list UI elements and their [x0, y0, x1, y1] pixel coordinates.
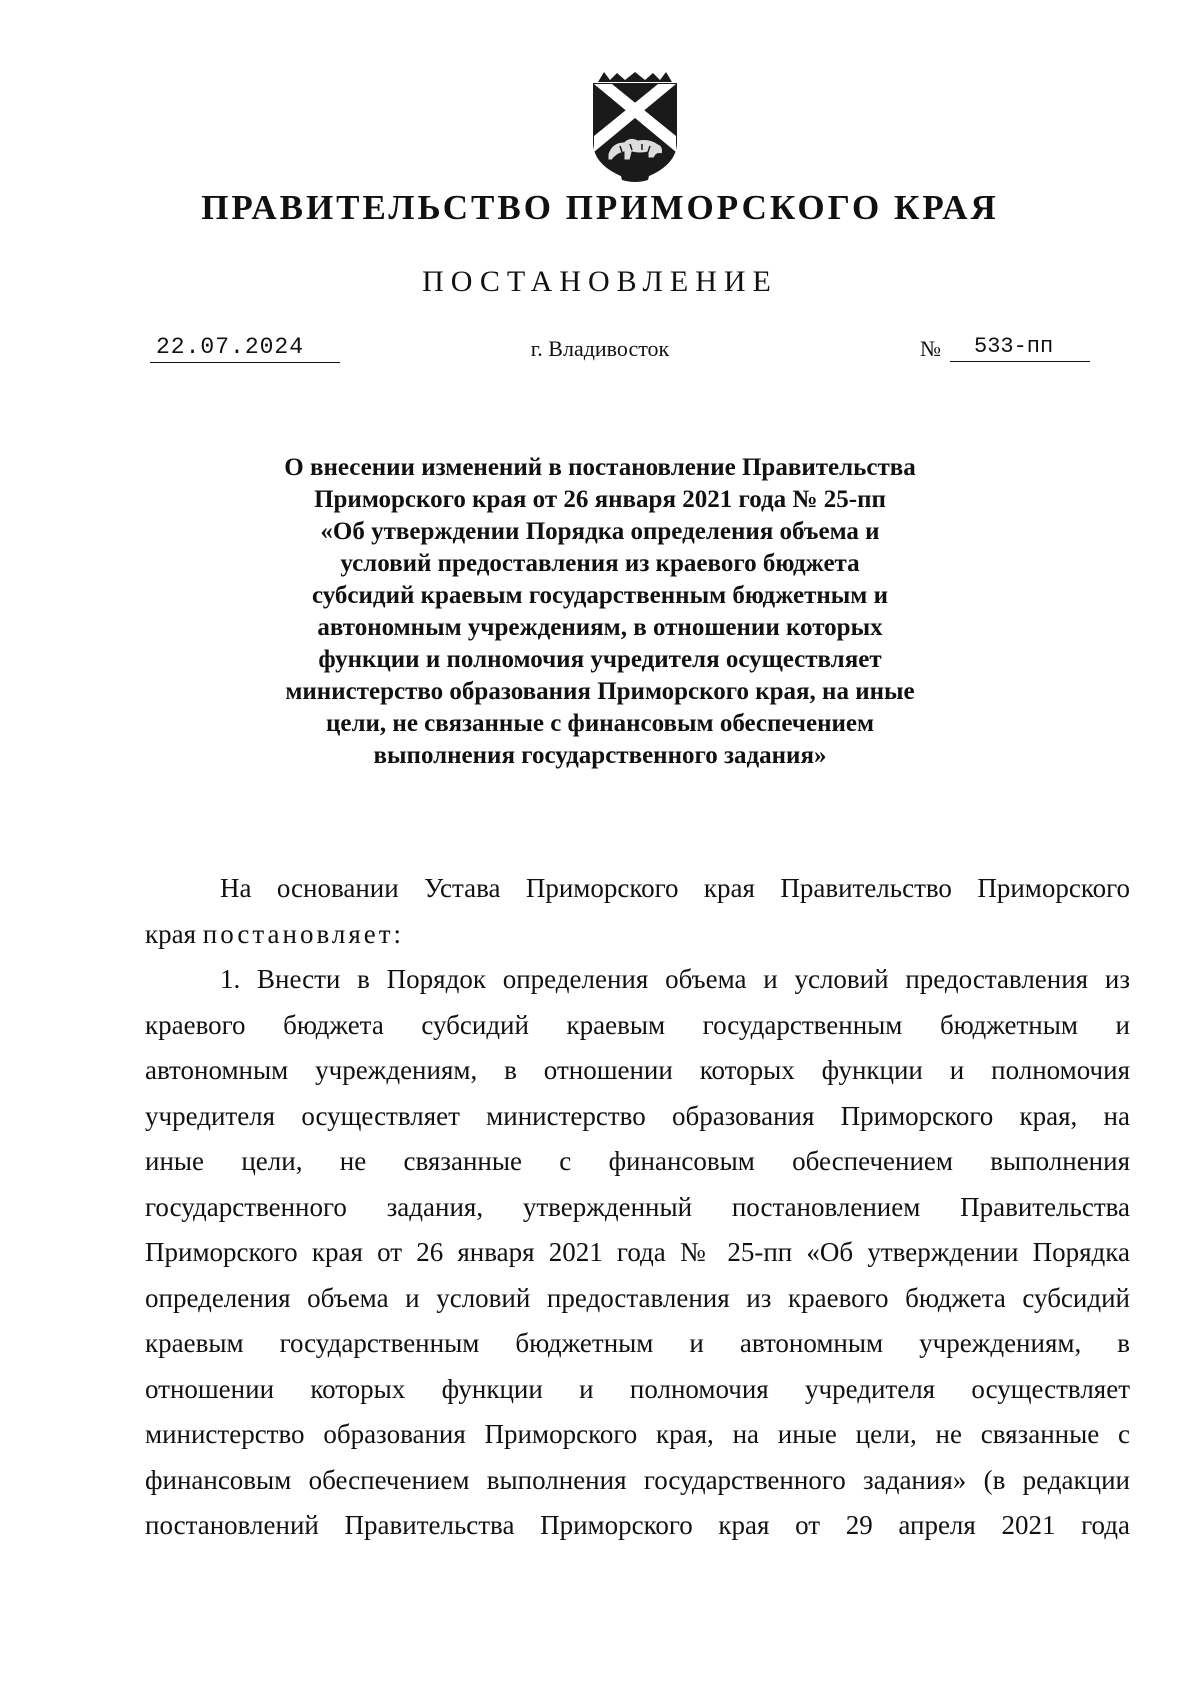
body-line: 1. Внести в Порядок определения объема и условий предоставления из — [220, 964, 1130, 994]
preamble-line — [145, 912, 1130, 958]
document-body — [145, 866, 1130, 1549]
body-line: Приморского края от 26 января 2021 года № 25-пп «Об утверждении Порядка — [145, 1237, 1130, 1267]
subject-line: выполнения государственного задания» — [373, 742, 827, 769]
coat-of-arms-icon — [590, 72, 680, 184]
body-line: иные цели, не связанные с финансовым обеспечением выполнения — [145, 1146, 1130, 1176]
body-line: министерство образования Приморского края, на иные цели, не связанные с — [145, 1419, 1130, 1449]
body-line: краевого бюджета субсидий краевым государственным бюджетным и — [145, 1009, 1130, 1040]
body-line: государственного задания, утвержденный постановлением Правительства — [145, 1191, 1130, 1222]
resolution-word: постановляет: — [202, 918, 405, 949]
document-city: г. Владивосток — [530, 336, 670, 361]
body-line: отношении которых функции и полномочия учредителя осуществляет — [145, 1373, 1130, 1404]
subject-line: О внесении изменений в постановление Правительства — [284, 454, 916, 481]
government-title: ПРАВИТЕЛЬСТВО ПРИМОРСКОГО КРАЯ — [201, 188, 999, 227]
body-line: финансовым обеспечением выполнения государственного задания» (в редакции — [145, 1464, 1130, 1495]
body-line: автономным учреждениям, в отношении которых функции и полномочия — [145, 1055, 1130, 1085]
subject-line: министерство образования Приморского края, на иные — [285, 678, 915, 705]
subject-line: субсидий краевым государственным бюджетным и — [311, 582, 888, 609]
subject-line: цели, не связанные с финансовым обеспечением — [326, 710, 874, 737]
number-sign: № — [920, 336, 941, 361]
document-number: 533-пп — [950, 334, 1090, 362]
body-line: определения объема и условий предоставления из краевого бюджета субсидий — [145, 1282, 1130, 1313]
body-line: краевым государственным бюджетным и автономным учреждениям, в — [145, 1328, 1130, 1358]
document-date: 22.07.2024 — [150, 334, 340, 363]
subject-line: Приморского края от 26 января 2021 года № 25-пп — [314, 486, 886, 513]
subject-line: автономным учреждениям, в отношении которых — [317, 614, 883, 641]
document-type: ПОСТАНОВЛЕНИЕ — [422, 265, 778, 298]
document-subject — [270, 452, 930, 772]
subject-line: «Об утверждении Порядка определения объема и — [320, 518, 880, 545]
preamble-line: На основании Устава Приморского края Правительство Приморского — [220, 873, 1130, 903]
body-line: учредителя осуществляет министерство образования Приморского края, на — [145, 1100, 1130, 1131]
body-line: постановлений Правительства Приморского края от 29 апреля 2021 года — [145, 1510, 1130, 1540]
subject-line: функции и полномочия учредителя осуществляет — [318, 646, 882, 673]
subject-line: условий предоставления из краевого бюджета — [340, 550, 860, 577]
document-meta — [0, 334, 1200, 374]
preamble-text: края — [145, 918, 203, 949]
